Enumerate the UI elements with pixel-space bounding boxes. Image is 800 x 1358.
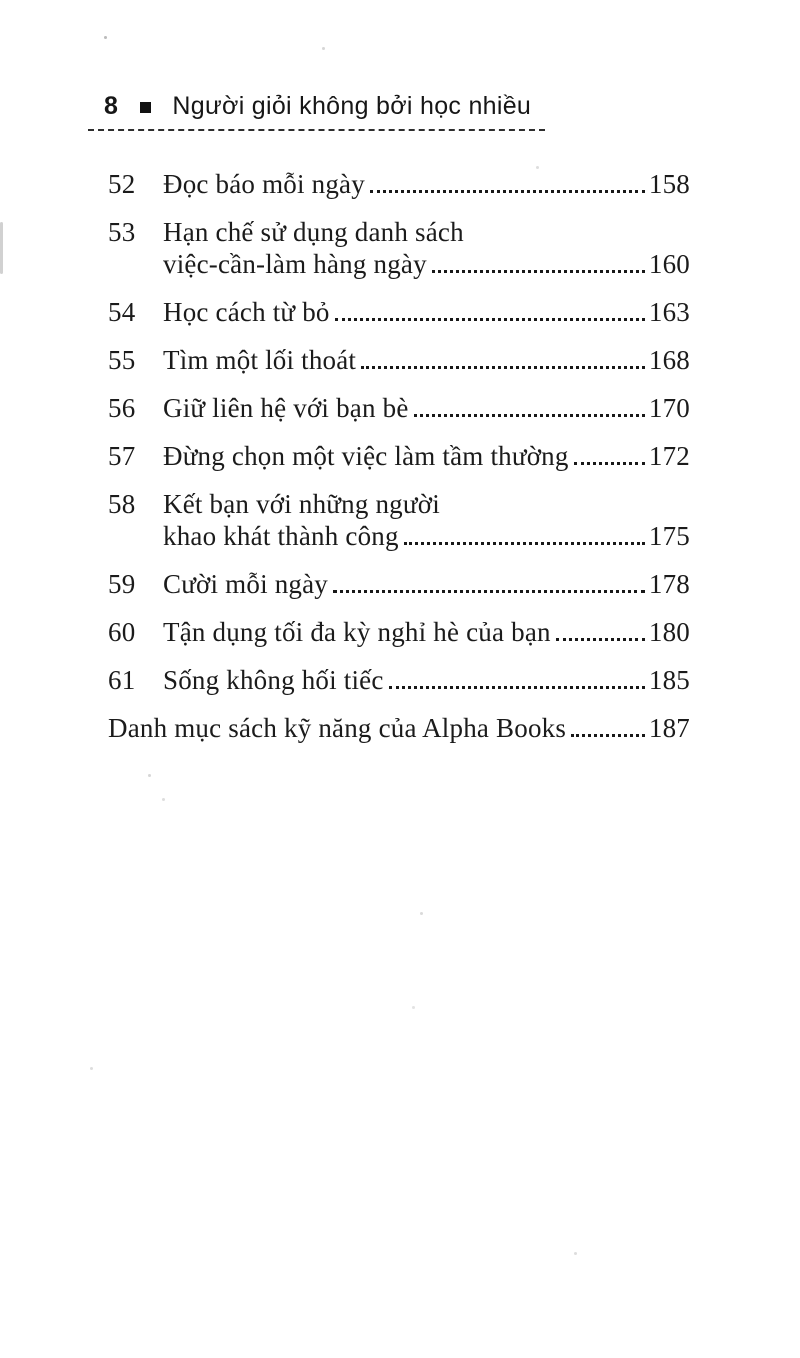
- entry-page-number: 170: [648, 393, 690, 423]
- entry-title: Đọc báo mỗi ngày: [163, 169, 365, 199]
- entry-number: 59: [108, 569, 136, 599]
- entry-page-number: 172: [648, 441, 690, 471]
- entry-title-continued: khao khát thành công: [163, 521, 399, 551]
- entry-title-continued: việc-cần-làm hàng ngày: [163, 249, 427, 279]
- dot-leader: [361, 366, 645, 369]
- page-header: [88, 92, 545, 131]
- entry-title: Tận dụng tối đa kỳ nghỉ hè của bạn: [163, 617, 551, 647]
- entry-number: 55: [108, 345, 136, 375]
- scan-speck: [322, 47, 325, 50]
- entry-title: Học cách từ bỏ: [163, 297, 330, 327]
- scan-speck: [574, 1252, 577, 1255]
- dot-leader: [389, 686, 645, 689]
- entry-number: 53: [108, 217, 136, 247]
- dot-leader: [333, 590, 645, 593]
- dot-leader: [335, 318, 645, 321]
- toc-entry-alpha-books-catalog: [108, 712, 690, 744]
- square-bullet-icon: [140, 102, 151, 113]
- entry-page-number: 178: [648, 569, 690, 599]
- entry-number: 61: [108, 665, 136, 695]
- toc-entry-59: [108, 568, 690, 600]
- header-page-number: 8: [104, 92, 119, 120]
- dot-leader: [574, 462, 645, 465]
- entry-page-number: 187: [648, 713, 690, 743]
- scan-speck: [148, 774, 151, 777]
- entry-number: 58: [108, 489, 136, 519]
- toc-entry-60: [108, 616, 690, 648]
- toc-entry-58: [108, 488, 690, 552]
- toc-entry-55: [108, 344, 690, 376]
- scan-speck: [536, 166, 539, 169]
- scan-speck: [412, 1006, 415, 1009]
- scan-speck: [104, 36, 107, 39]
- entry-title: Cười mỗi ngày: [163, 569, 329, 599]
- entry-title: Tìm một lối thoát: [163, 345, 357, 375]
- entry-page-number: 160: [648, 249, 690, 279]
- entry-page-number: 158: [648, 169, 690, 199]
- entry-page-number: 185: [648, 665, 690, 695]
- dot-leader: [404, 542, 645, 545]
- entry-number: 60: [108, 617, 136, 647]
- entry-page-number: 163: [648, 297, 690, 327]
- entry-title: Giữ liên hệ với bạn bè: [163, 393, 409, 423]
- entry-number: 54: [108, 297, 136, 327]
- entry-number: 57: [108, 441, 136, 471]
- scan-speck: [420, 912, 423, 915]
- dot-leader: [414, 414, 645, 417]
- scan-speck: [162, 798, 165, 801]
- dot-leader: [556, 638, 645, 641]
- entry-number: 52: [108, 169, 136, 199]
- entry-title: Danh mục sách kỹ năng của Alpha Books: [108, 713, 567, 743]
- entry-number: 56: [108, 393, 136, 423]
- table-of-contents: [108, 168, 690, 760]
- entry-page-number: 175: [648, 521, 690, 551]
- toc-entry-56: [108, 392, 690, 424]
- toc-entry-53: [108, 216, 690, 280]
- dot-leader: [432, 270, 645, 273]
- entry-page-number: 180: [648, 617, 690, 647]
- dot-leader: [571, 734, 645, 737]
- entry-title: Kết bạn với những người: [163, 489, 440, 519]
- scan-speck: [90, 1067, 93, 1070]
- entry-title: Hạn chế sử dụng danh sách: [163, 217, 464, 247]
- toc-entry-52: [108, 168, 690, 200]
- toc-entry-61: [108, 664, 690, 696]
- dot-leader: [370, 190, 645, 193]
- header-book-title: Người giỏi không bởi học nhiều: [172, 92, 532, 120]
- toc-entry-54: [108, 296, 690, 328]
- entry-page-number: 168: [648, 345, 690, 375]
- entry-title: Sống không hối tiếc: [163, 665, 384, 695]
- entry-title: Đừng chọn một việc làm tầm thường: [163, 441, 569, 471]
- toc-entry-57: [108, 440, 690, 472]
- scan-edge-artifact: [0, 222, 3, 274]
